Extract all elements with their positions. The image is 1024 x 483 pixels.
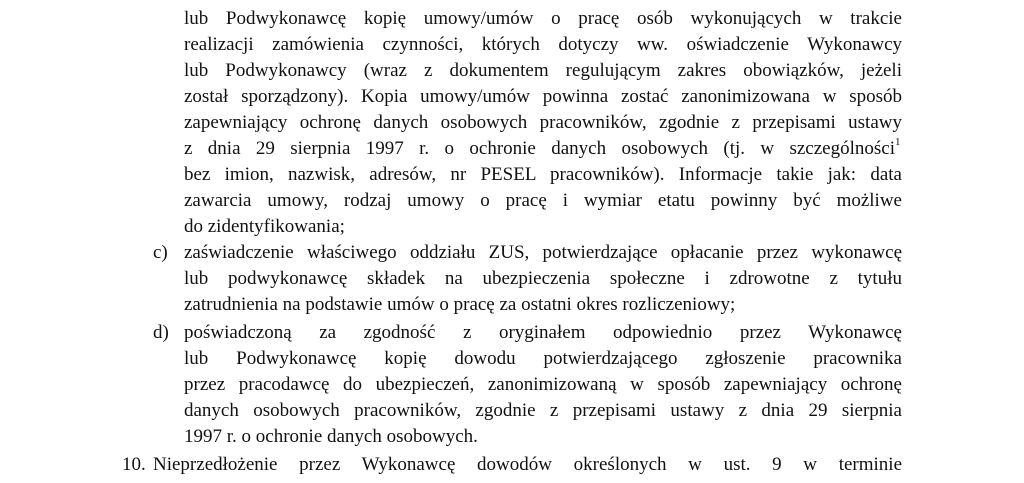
item-d-line-2: lub Podwykonawcę kopię dowodu potwierdzającego zgłoszenie pracownika — [184, 348, 902, 369]
item-10-line-1: Nieprzedłożenie przez Wykonawcę dowodów określonych w ust. 9 w terminie — [153, 454, 902, 475]
item-b-line-1: lub Podwykonawcę kopię umowy/umów o pracę osób wykonujących w trakcie — [184, 8, 902, 29]
item-10-marker: 10. — [122, 454, 146, 475]
item-b-line-3: lub Podwykonawcy (wraz z dokumentem regulującym zakres obowiązków, jeżeli — [184, 60, 902, 81]
item-c-marker: c) — [153, 242, 168, 263]
item-b-line-7: bez imion, nazwisk, adresów, nr PESEL pracowników). Informacje takie jak: data — [184, 164, 902, 185]
item-b-line-6-text: z dnia 29 sierpnia 1997 r. o ochronie danych osobowych (tj. w szczególności — [184, 138, 895, 159]
item-d-line-1: poświadczoną za zgodność z oryginałem odpowiednio przez Wykonawcę — [184, 322, 902, 343]
item-c-line-1: zaświadczenie właściwego oddziału ZUS, potwierdzające opłacanie przez wykonawcę — [184, 242, 902, 263]
item-d-line-3: przez pracodawcę do ubezpieczeń, zanonimizowaną w sposób zapewniający ochronę — [184, 374, 902, 395]
item-b-line-5: zapewniający ochronę danych osobowych pracowników, zgodnie z przepisami ustawy — [184, 112, 902, 133]
item-b-line-8: zawarcia umowy, rodzaj umowy o pracę i wymiar etatu powinny być możliwe — [184, 190, 902, 211]
item-b-line-9: do zidentyfikowania; — [184, 216, 345, 237]
item-b-line-6 — [184, 136, 902, 162]
item-d-line-5: 1997 r. o ochronie danych osobowych. — [184, 426, 478, 447]
item-d-line-4: danych osobowych pracowników, zgodnie z przepisami ustawy z dnia 29 sierpnia — [184, 400, 902, 421]
item-c-line-3: zatrudnienia na podstawie umów o pracę za ostatni okres rozliczeniowy; — [184, 294, 736, 315]
item-c-line-2: lub podwykonawcę składek na ubezpieczenia społeczne i zdrowotne z tytułu — [184, 268, 902, 289]
item-b-line-4: został sporządzony). Kopia umowy/umów powinna zostać zanonimizowana w sposób — [184, 86, 902, 107]
item-d-marker: d) — [153, 322, 169, 343]
footnote-reference: 1 — [895, 135, 901, 148]
item-b-line-2: realizacji zamówienia czynności, których dotyczy ww. oświadczenie Wykonawcy — [184, 34, 902, 55]
